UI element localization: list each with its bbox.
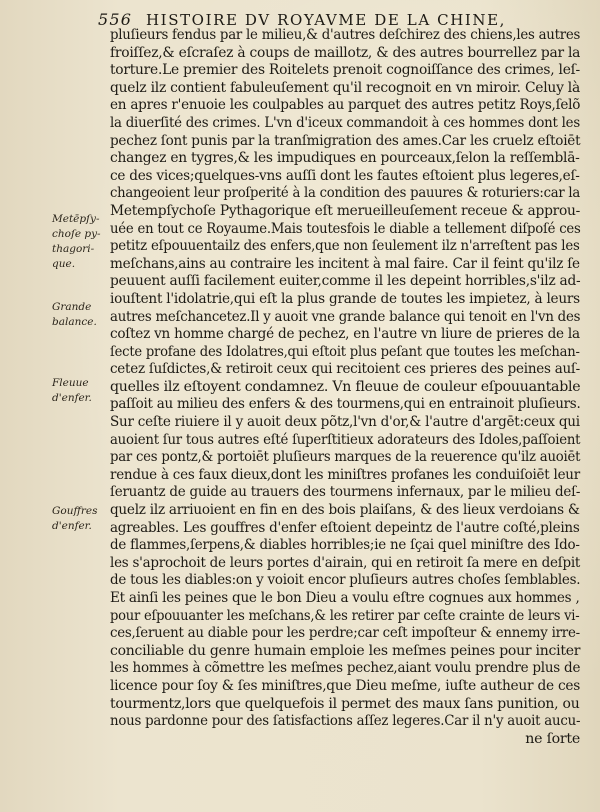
text-line: changeoient leur proſperité à la condition des pauures & roturiers:car la [110, 185, 580, 202]
text-line: auoient ſur tous autres eſté ſuperſtitieux adorateurs des Idoles,paſſoient [110, 431, 581, 448]
text-line: de tous les diables:on y voioit encor pluſieurs autres choſes ſemblables. [110, 572, 581, 589]
margin-note-line: d'enfer. [52, 520, 92, 532]
text-line: peuuent auſſi facilement euiter,comme il les depeint horribles,s'ilz ad- [110, 273, 581, 290]
margin-note-line: choſe py- [52, 228, 101, 240]
text-line: Et ainſi les peines que le bon Dieu a voulu eſtre cognues aux hommes , [110, 590, 580, 606]
text-line: froiſſez,& eſcraſez à coups de maillotz, & des autres bourrellez par la [110, 44, 581, 61]
margin-note-line: que. [52, 258, 76, 270]
text-line: la diuerſité des crimes. L'vn d'iceux commandoit à ces hommes dont les [110, 114, 580, 131]
text-line: en apres r'enuoie les coulpables au parquet des autres petitz Roys,ſelõ [110, 97, 581, 114]
text-line: pour eſpouuanter les meſchans,& les retirer par ceſte crainte de leurs vi- [110, 607, 580, 624]
text-line: meſchans,ains au contraire les incitent à mal faire. Car il feint qu'ilz ſe [110, 255, 580, 272]
text-line: torture.Le premier des Roitelets prenoit cognoiſſance des crimes, leſ- [110, 62, 580, 79]
text-line: quelz ilz contient fabuleuſement qu'il recognoit en vn miroir. Celuy là [110, 79, 580, 96]
text-line: ſeruantz de guide au trauers des tourmens infernaux, par le milieu deſ- [110, 484, 581, 501]
margin-note-line: balance. [52, 316, 97, 328]
text-line: ſecte profane des Idolatres,qui eſtoit plus peſant que toutes les meſchan- [110, 343, 580, 360]
margin-note-line: thagori- [52, 243, 95, 255]
text-line: paſſoit au milieu des enfers & des tourmens,qui en entrainoit pluſieurs. [110, 396, 581, 413]
text-line: coſtez vn homme chargé de pechez, en l'autre vn liure de prieres de la [110, 326, 580, 343]
margin-note-line: Metēpſy- [52, 213, 100, 225]
body-text [110, 27, 580, 748]
text-line: changez en tygres,& les impudiques en pourceaux,ſelon la reſſemblā- [110, 150, 580, 167]
text-line: pluſieurs fendus par le milieu,& d'autres deſchirez des chiens,les autres [110, 27, 581, 43]
text-line: iouſtent l'idolatrie,qui eſt la plus grande de toutes les impietez, à leurs [110, 290, 580, 307]
margin-note-line: Gouffres [52, 505, 98, 517]
running-title: HISTOIRE DV ROYAVME DE LA CHINE, [146, 11, 507, 29]
margin-note-line: Fleuue [52, 377, 89, 389]
text-line: quelz ilz arriuoient en fin en des bois plaiſans, & des lieux verdoians & [110, 502, 580, 519]
text-line: rendue à ces faux dieux,dont les miniſtres profanes les conduiſoiēt leur [110, 466, 580, 483]
text-line: ne ſorte [525, 730, 580, 747]
text-line: ce des vices;quelques-vns auſſi dont les fautes eſtoient plus legeres,eſ- [110, 167, 580, 184]
text-line: les s'aprochoit de leurs portes d'airain, qui en retiroit ſa mere en deſpit [110, 554, 581, 571]
text-line: pechez ſont punis par la tranſmigration des ames.Car les cruelz eſtoiēt [110, 132, 581, 149]
text-line: petitz eſpouuentailz des enfers,que non ſeulement ilz n'arreſtent pas les [110, 238, 580, 255]
text-line: conciliable du genre humain emploie les meſmes peines pour inciter [110, 642, 581, 659]
text-line: agreables. Les gouffres d'enfer eſtoient depeintz de l'autre coſté,pleins [110, 519, 580, 536]
text-line: tourmentz,lors que quelquefois il permet des maux ſans punition, ou [110, 695, 580, 712]
margin-note-line: d'enfer. [52, 392, 92, 404]
text-line: Metempſychoſe Pythagorique eſt merueilleuſement receue & approu- [110, 202, 581, 219]
margin-note-metempsychose [52, 212, 104, 272]
text-line: autres meſchancetez.Il y auoit vne grande balance qui tenoit en l'vn des [110, 308, 581, 325]
text-line: nous pardonne pour des ſatisfactions aſſez legeres.Car il n'y auoit aucu- [110, 713, 581, 730]
text-line: Sur ceſte riuiere il y auoit deux põtz,l'vn d'or,& l'autre d'argēt:ceux qui [110, 414, 580, 431]
margin-note-line: Grande [52, 301, 92, 313]
page-number: 556 [98, 10, 133, 29]
text-line: ces,ſeruent au diable pour les perdre;car ceſt impoſteur & ennemy irre- [110, 625, 580, 642]
text-line: par ces pontz,& portoiēt pluſieurs marques de la reuerence qu'ilz auoiēt [110, 449, 581, 466]
text-line: uée en tout ce Royaume.Mais toutesfois le diable a tellement diſpoſé ces [110, 220, 581, 237]
margin-note-fleuve-enfer [52, 376, 104, 406]
text-line: cetez ſuſdictes,& retiroit ceux qui recitoient ces prieres des peines auſ- [110, 361, 580, 378]
text-line: de flammes,ſerpens,& diables horribles;ie ne ſçai quel miniſtre des Ido- [110, 537, 580, 554]
margin-note-gouffres-enfer [52, 504, 104, 534]
margin-note-grande-balance [52, 300, 104, 330]
text-line: quelles ilz eſtoyent condamnez. Vn fleuue de couleur eſpouuantable [110, 378, 581, 395]
text-line: licence pour ſoy & ſes miniſtres,que Dieu meſme, iuſte autheur de ces [110, 677, 581, 694]
text-line: les hommes à cõmettre les meſmes pechez,aiant voulu prendre plus de [110, 660, 581, 677]
